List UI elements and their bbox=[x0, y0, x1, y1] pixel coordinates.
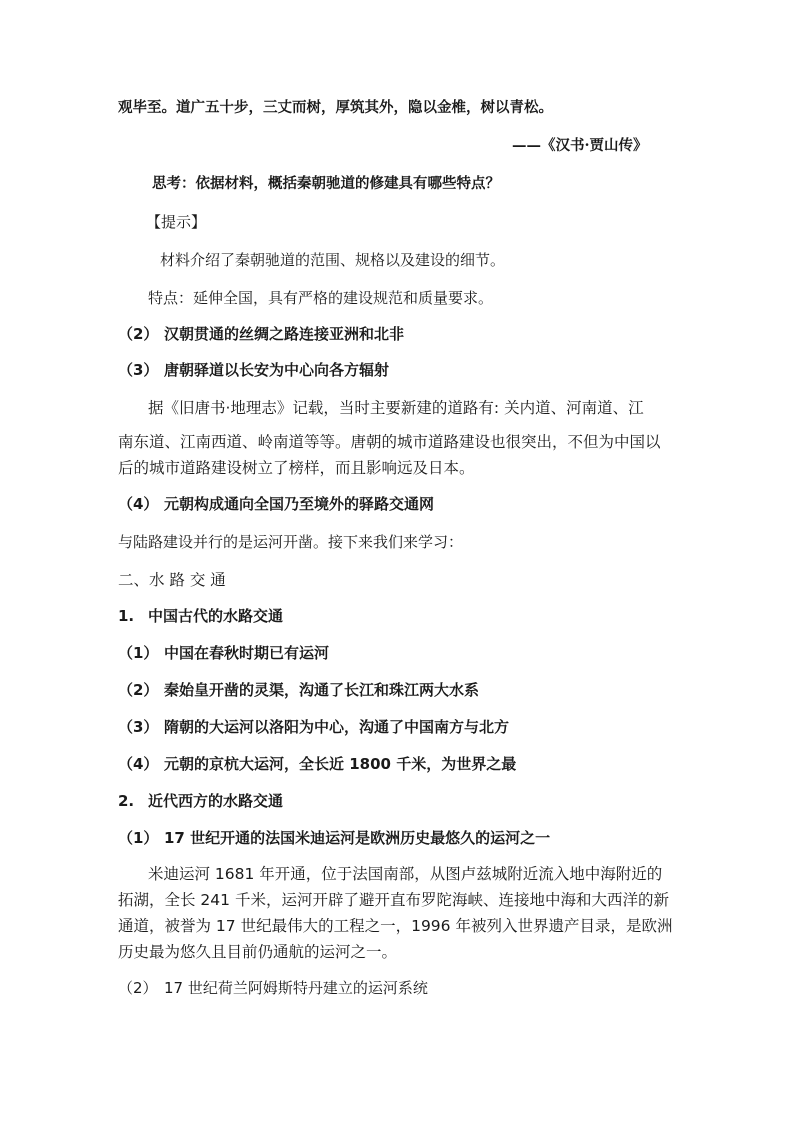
water-item-num: （1） bbox=[118, 644, 159, 662]
hint-label: 【提示】 bbox=[146, 213, 207, 231]
west-item-num: （1） bbox=[118, 829, 159, 847]
tang-para-line-2: 南东道、江南西道、岭南道等等。唐朝的城市道路建设也很突出，不但为中国以 bbox=[118, 433, 661, 451]
subsection-text: 近代西方的水路交通 bbox=[148, 792, 284, 810]
subsection-1 bbox=[118, 606, 283, 626]
west-item bbox=[118, 978, 428, 998]
midi-para-line-1: 米迪运河 1681 年开通，位于法国南部，从图卢兹城附近流入地中海附近的 bbox=[148, 865, 663, 883]
west-item-text: 17 世纪开通的法国米迪运河是欧洲历史最悠久的运河之一 bbox=[164, 829, 551, 847]
road-item-text: 汉朝贯通的丝绸之路连接亚洲和北非 bbox=[164, 325, 405, 343]
road-item bbox=[118, 324, 404, 344]
water-item bbox=[118, 680, 479, 700]
water-item-num: （4） bbox=[118, 755, 159, 773]
road-item-num: （3） bbox=[118, 361, 159, 379]
subsection-2 bbox=[118, 791, 283, 811]
water-item-text: 隋朝的大运河以洛阳为中心，沟通了中国南方与北方 bbox=[164, 718, 510, 736]
water-item bbox=[118, 717, 509, 737]
west-item bbox=[118, 828, 550, 848]
road-item-num: （2） bbox=[118, 325, 159, 343]
road-item-text: 元朝构成通向全国乃至境外的驿路交通网 bbox=[164, 495, 435, 513]
water-item-text: 中国在春秋时期已有运河 bbox=[164, 644, 330, 662]
water-item-num: （3） bbox=[118, 718, 159, 736]
tang-para-line-1: 据《旧唐书·地理志》记载，当时主要新建的道路有: 关内道、河南道、江 bbox=[148, 399, 644, 417]
water-item bbox=[118, 754, 516, 774]
tang-para-line-3: 后的城市道路建设树立了榜样，而且影响远及日本。 bbox=[118, 459, 475, 477]
quote-text: 观毕至。道广五十步，三丈而树，厚筑其外，隐以金椎，树以青松。 bbox=[118, 99, 553, 116]
midi-para-line-4: 历史最为悠久且目前仍通航的运河之一。 bbox=[118, 943, 398, 961]
quote-source: ——《汉书·贾山传》 bbox=[512, 137, 648, 154]
hint-line-2: 特点：延伸全国，具有严格的建设规范和质量要求。 bbox=[148, 289, 494, 307]
think-question: 思考：依据材料，概括秦朝驰道的修建具有哪些特点？ bbox=[152, 175, 500, 192]
road-item bbox=[118, 360, 389, 380]
section-title: 二、水 路 交 通 bbox=[118, 571, 226, 589]
transition-text: 与陆路建设并行的是运河开凿。接下来我们来学习： bbox=[118, 533, 464, 551]
road-item bbox=[118, 494, 434, 514]
water-item-num: （2） bbox=[118, 681, 159, 699]
west-item-text: 17 世纪荷兰阿姆斯特丹建立的运河系统 bbox=[164, 979, 428, 997]
subsection-text: 中国古代的水路交通 bbox=[148, 607, 284, 625]
water-item-text: 元朝的京杭大运河，全长近 1800 千米，为世界之最 bbox=[164, 755, 517, 773]
subsection-num: 2. bbox=[118, 792, 135, 810]
road-item-num: （4） bbox=[118, 495, 159, 513]
hint-line-1: 材料介绍了秦朝驰道的范围、规格以及建设的细节。 bbox=[160, 251, 506, 269]
road-item-text: 唐朝驿道以长安为中心向各方辐射 bbox=[164, 361, 390, 379]
midi-para-line-3: 通道，被誉为 17 世纪最伟大的工程之一，1996 年被列入世界遗产目录，是欧洲 bbox=[118, 917, 673, 935]
midi-para-line-2: 拓湖，全长 241 千米，运河开辟了避开直布罗陀海峡、连接地中海和大西洋的新 bbox=[118, 891, 669, 909]
west-item-num: （2） bbox=[118, 979, 158, 997]
subsection-num: 1. bbox=[118, 607, 135, 625]
water-item-text: 秦始皇开凿的灵渠，沟通了长江和珠江两大水系 bbox=[164, 681, 480, 699]
water-item bbox=[118, 643, 329, 663]
